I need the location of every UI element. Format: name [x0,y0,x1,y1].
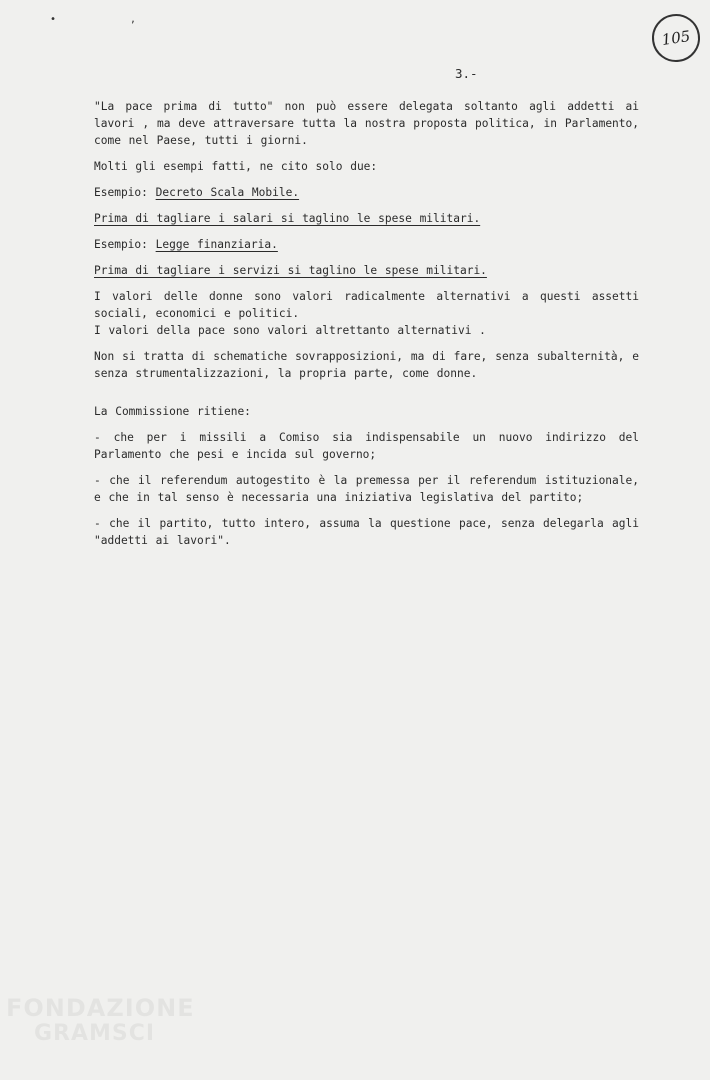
paragraph-example-2 [94,236,639,253]
paragraph-valori-donne: I valori delle donne sono valori radicalmente alternativi a questi assetti sociali, economici e politici. [94,290,639,320]
watermark-line-1: FONDAZIONE [6,994,195,1022]
paragraph-valori-pace: I valori della pace sono valori altrettanto alternativi . [94,324,486,337]
paragraph-servizi: Prima di tagliare i servizi si taglino le spese militari. [94,264,487,277]
paragraph-partito: - che il partito, tutto intero, assuma la questione pace, senza delegarla agli "addetti ai lavori". [94,517,639,547]
paragraph-examples-intro: Molti gli esempi fatti, ne cito solo due: [94,160,378,173]
paragraph-comiso: - che per i missili a Comiso sia indispensabile un nuovo indirizzo del Parlamento che pesi e incida sul governo; [94,431,639,461]
example-value: Legge finanziaria. [155,238,278,251]
page-number: 3.- [455,66,478,81]
archive-stamp [649,11,703,65]
foundation-watermark [6,995,206,1047]
example-label: Esempio: [94,238,156,251]
scan-marks: • , [50,14,171,25]
paragraph-example-1 [94,184,639,201]
watermark-line-2: GRAMSCI [34,1021,156,1046]
example-value: Decreto Scala Mobile. [155,186,300,199]
paragraph-sovrapposizioni: Non si tratta di schematiche sovrapposizioni, ma di fare, senza subalternità, e senza strumentalizzazioni, la propria parte, come donne. [94,350,639,380]
document-body [94,98,639,558]
paragraph-pace: "La pace prima di tutto" non può essere delegata soltanto agli addetti ai lavori , ma deve attraversare tutta la nostra proposta politica, in Parlamento, come nel Paese, tutti i giorni. [94,100,639,147]
archive-number: 105 [660,27,692,49]
example-label: Esempio: [94,186,156,199]
paragraph-commissione: La Commissione ritiene: [94,405,251,418]
paragraph-salari: Prima di tagliare i salari si taglino le spese militari. [94,212,481,225]
paragraph-referendum: - che il referendum autogestito è la premessa per il referendum istituzionale, e che in tal senso è necessaria una iniziativa legislativa del partito; [94,474,639,504]
